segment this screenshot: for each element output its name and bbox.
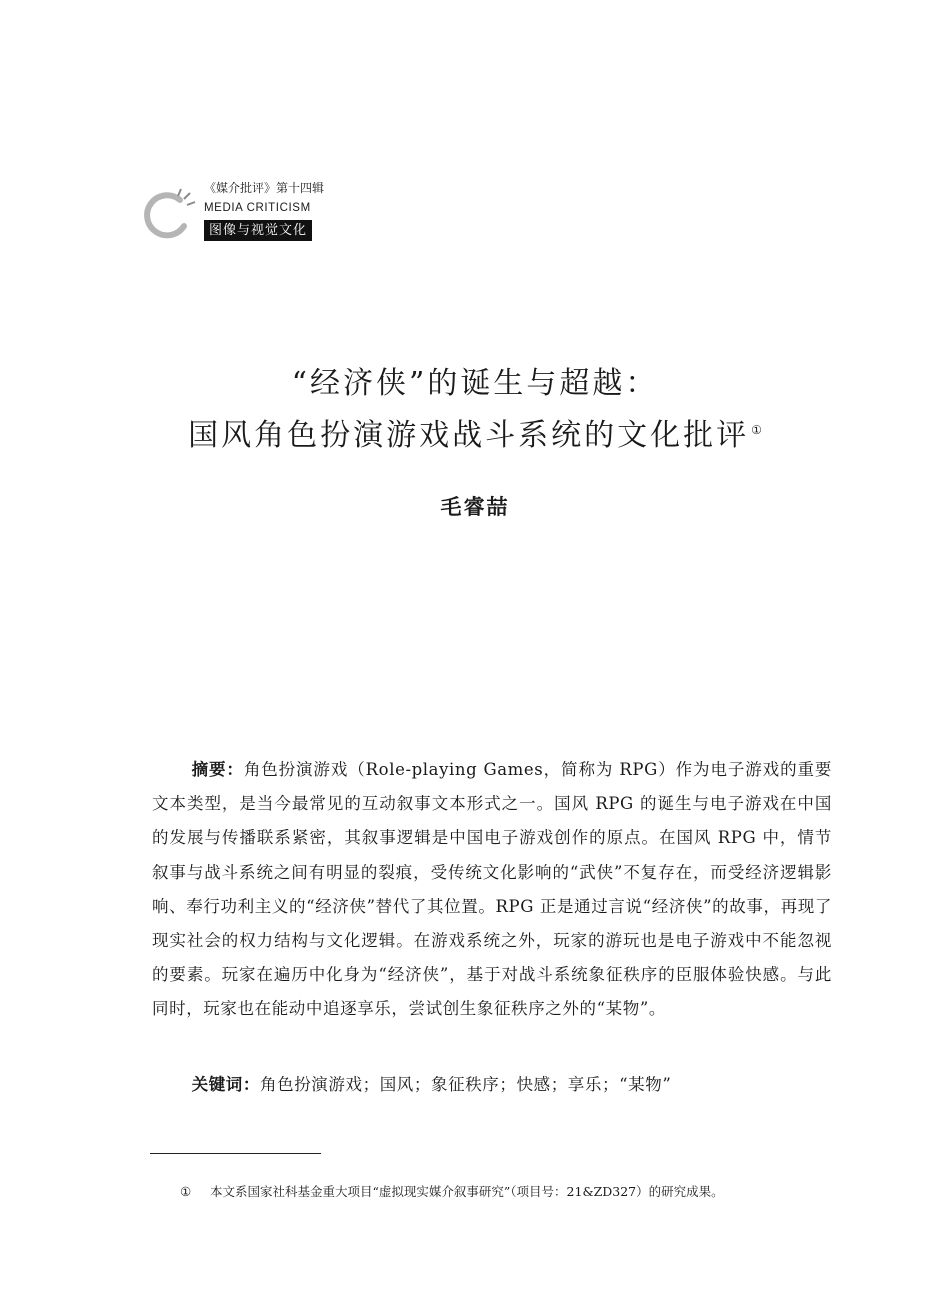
footnote-marker: ① (180, 1184, 192, 1199)
abstract-text: 角色扮演游戏（Role-playing Games，简称为 RPG）作为电子游戏的重要文本类型，是当今最常见的互动叙事文本形式之一。国风 RPG 的诞生与电子游戏在中国的发展与传播联系紧密，其叙事逻辑是中国电子游戏创作的原点。在国风 RPG 中，情节叙事与战斗系统之间有明显的裂痕，受传统文化影响的“武侠”不复存在，而受经济逻辑影响、奉行功利主义的“经济侠”替代了其位置。RPG 正是通过言说“经济侠”的故事，再现了现实社会的权力结构与文化逻辑。在游戏系统之外，玩家的游玩也是电子游戏中不能忽视的要素。玩家在遍历中化身为“经济侠”，基于对战斗系统象征秩序的臣服体验快感。与此同时，玩家也在能动中追逐享乐，尝试创生象征秩序之外的“某物”。 (152, 760, 832, 1019)
keywords-label: 关键词： (191, 1075, 260, 1094)
crescent-ring-logo-icon (140, 186, 200, 246)
abstract (152, 753, 832, 1027)
journal-masthead (140, 180, 360, 250)
footnote (180, 1182, 840, 1202)
footnote-text: 本文系国家社科基金重大项目“虚拟现实媒介叙事研究”（项目号：21&ZD327）的研究成果。 (210, 1184, 724, 1199)
author-name: 毛睿喆 (440, 495, 510, 519)
title-line-2-text: 国风角色扮演游戏战斗系统的文化批评 (188, 418, 750, 453)
title-footnote-ref[interactable]: ① (751, 423, 762, 437)
title-line-1 (100, 358, 850, 410)
title-line-1-text: “经济侠”的诞生与超越： (291, 366, 659, 401)
footnote-divider (150, 1153, 321, 1154)
article-title (100, 358, 850, 462)
section-tag: 图像与视觉文化 (204, 220, 312, 241)
title-line-2 (100, 410, 850, 462)
keywords-text: 角色扮演游戏；国风；象征秩序；快感；享乐；“某物” (260, 1075, 672, 1094)
keywords (152, 1068, 832, 1102)
journal-english-name: MEDIA CRITICISM (204, 202, 311, 214)
abstract-label: 摘要： (191, 760, 244, 779)
journal-series: 《媒介批评》第十四辑 (204, 181, 325, 195)
